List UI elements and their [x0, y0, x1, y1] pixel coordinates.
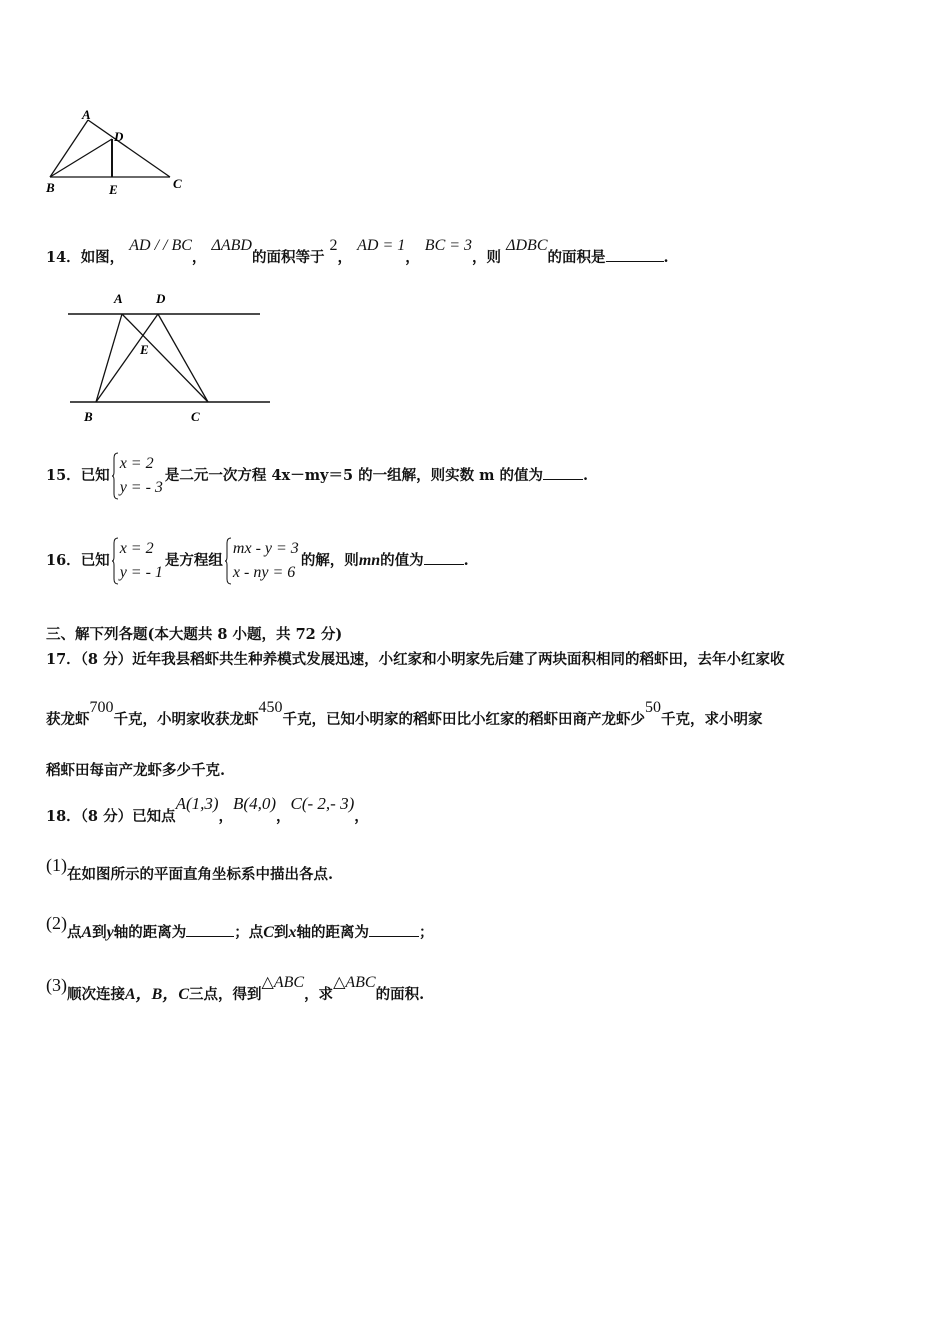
- question-18: 18．（8 分）已知点A(1,3)，B(4,0)，C(- 2,- 3)，: [46, 794, 369, 825]
- point-a: A(1,3): [175, 794, 219, 813]
- part-number: (2): [46, 913, 67, 933]
- answer-blank: [186, 924, 234, 937]
- segment-ab: [50, 120, 88, 177]
- question-18-part-1: (1)在如图所示的平面直角坐标系中描出各点.: [46, 855, 334, 883]
- number-50: 50: [645, 699, 661, 716]
- label-e: E: [140, 342, 149, 357]
- equation-row-2: x - ny = 6: [232, 564, 296, 581]
- segment-ab: [96, 314, 122, 402]
- segment-bd: [50, 139, 112, 177]
- label-a: A: [114, 291, 123, 306]
- equation-row-x: x = 2: [119, 540, 154, 557]
- triangle-figure-13: [40, 105, 200, 200]
- question-17-line-3: 稻虾田每亩产龙虾多少千克.: [46, 762, 226, 779]
- equation-row-x: x = 2: [119, 455, 154, 472]
- equation-system-solution: [112, 452, 163, 500]
- math-triangle-abc: △ABC: [333, 974, 376, 991]
- equation-system: [225, 537, 299, 585]
- question-14: 14．如图， AD / / BC， ΔABD的面积等于 2， AD = 1， BC = 3，则 ΔDBC的面积是 .: [46, 237, 669, 266]
- math-area-value: 2: [329, 237, 338, 254]
- parallel-lines-figure-14: [60, 288, 280, 428]
- label-c: C: [191, 409, 200, 424]
- left-brace: [112, 537, 118, 585]
- question-17-line-2: 获龙虾700千克，小明家收获龙虾450千克，已知小明家的稻虾田比小红家的稻虾田商产龙虾少50千克，求小明家: [46, 699, 763, 728]
- question-17-line-1: 17．（8 分）近年我县稻虾共生种养模式发展迅速，小红家和小明家先后建了两块面积相同的稻虾田，去年小红家收: [46, 651, 785, 668]
- part-number: (3): [46, 975, 67, 995]
- question-18-part-3: (3)顺次连接A，B，C三点，得到△ABC，求△ABC的面积.: [46, 974, 425, 1003]
- math-ad-equals: AD = 1: [357, 237, 406, 254]
- question-16: 16．已知 x = 2 y = - 1 是方程组 mx - y = 3 x - ny = 6 的解，则mn的值为 .: [46, 537, 469, 585]
- question-18-part-2: (2)点A到y轴的距离为 ；点C到x轴的距离为 ；: [46, 913, 434, 941]
- math-mn: mn: [358, 552, 381, 569]
- answer-blank: [606, 249, 664, 262]
- math-triangle-abd: ΔABD: [211, 237, 252, 254]
- number-700: 700: [89, 699, 114, 716]
- equation-system-solution: [112, 537, 163, 585]
- math-ad-parallel-bc: AD / / BC: [129, 237, 192, 254]
- equation-row-y: y = - 1: [119, 564, 163, 581]
- segment-db: [96, 314, 158, 402]
- left-brace: [225, 537, 231, 585]
- equation-row-y: y = - 3: [119, 479, 163, 496]
- answer-blank: [543, 467, 583, 480]
- math-triangle-dbc: ΔDBC: [506, 237, 548, 254]
- label-c: C: [173, 176, 182, 191]
- answer-blank: [424, 552, 464, 565]
- label-b: B: [46, 180, 55, 195]
- equation-row-1: mx - y = 3: [232, 540, 299, 557]
- label-d: D: [114, 129, 124, 144]
- question-16-number: 16．: [46, 552, 81, 569]
- segment-ac: [88, 120, 170, 177]
- answer-blank: [369, 924, 419, 937]
- label-b: B: [84, 409, 93, 424]
- point-c: C(- 2,- 3): [290, 794, 355, 813]
- part-number: (1): [46, 855, 67, 875]
- question-14-number: 14．: [46, 249, 81, 266]
- label-e: E: [109, 182, 118, 197]
- label-a: A: [82, 107, 91, 122]
- point-b: B(4,0): [233, 794, 277, 813]
- section-heading: 三、解下列各题(本大题共 8 小题，共 72 分): [46, 626, 343, 643]
- question-15: 15．已知 x = 2 y = - 3 是二元一次方程 4x－my＝5 的一组解，则实数 m 的值为 .: [46, 452, 588, 500]
- label-d: D: [156, 291, 166, 306]
- left-brace: [112, 452, 118, 500]
- math-bc-equals: BC = 3: [424, 237, 473, 254]
- math-triangle-abc: △ABC: [261, 974, 305, 991]
- number-450: 450: [258, 699, 283, 716]
- question-15-number: 15．: [46, 467, 81, 484]
